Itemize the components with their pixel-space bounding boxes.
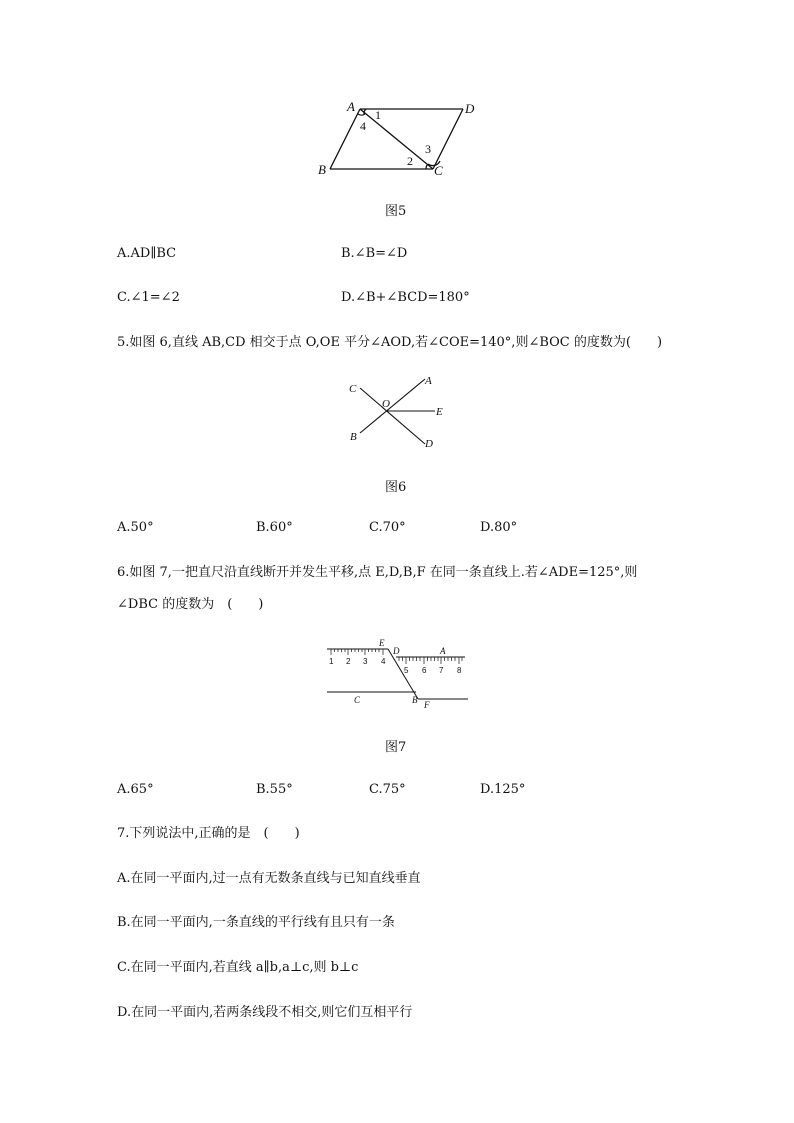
- segment-ab: [330, 109, 360, 169]
- q4-option-c: C.∠1=∠2: [117, 290, 180, 305]
- line-ab: [360, 379, 425, 433]
- q5-option-c: C.70°: [369, 520, 406, 535]
- label-E6: E: [436, 406, 443, 418]
- q5-option-a: A.50°: [117, 520, 154, 535]
- q7-option-b: B.在同一平面内,一条直线的平行线有且只有一条: [117, 915, 395, 930]
- ruler-tick-4: 4: [381, 657, 386, 666]
- ruler-right-ticks: [399, 657, 462, 664]
- label-A6: A: [425, 375, 432, 387]
- label-F7: F: [424, 700, 430, 710]
- q6-stem-line2: ∠DBC 的度数为 ( ): [117, 597, 264, 612]
- figure-7-caption: 图7: [385, 740, 407, 755]
- q4-option-b: B.∠B=∠D: [341, 246, 408, 261]
- ruler-tick-6: 6: [422, 666, 427, 675]
- label-D: D: [465, 101, 475, 116]
- q6-stem-line1: 6.如图 7,一把直尺沿直线断开并发生平移,点 E,D,B,F 在同一条直线上.若∠ADE=125°,则: [117, 565, 638, 580]
- label-C: C: [434, 163, 443, 178]
- label-B7: B: [412, 695, 418, 705]
- label-angle-1: 1: [375, 108, 381, 122]
- label-B6: B: [350, 431, 357, 443]
- q5-option-b: B.60°: [256, 520, 293, 535]
- label-angle-3: 3: [425, 142, 431, 156]
- figure-6-intersecting-lines: [340, 370, 460, 455]
- q7-option-d: D.在同一平面内,若两条线段不相交,则它们互相平行: [117, 1005, 413, 1020]
- q5-option-d: D.80°: [480, 520, 518, 535]
- q5-stem: 5.如图 6,直线 AB,CD 相交于点 O,OE 平分∠AOD,若∠COE=140°,则∠BOC 的度数为( ): [117, 335, 663, 350]
- q7-option-c: C.在同一平面内,若直线 a∥b,a⊥c,则 b⊥c: [117, 960, 359, 975]
- diagonal-ac: [360, 109, 433, 169]
- figure-7-broken-ruler: [322, 635, 477, 715]
- line-cd: [360, 388, 425, 444]
- ruler-tick-1: 1: [329, 657, 334, 666]
- label-angle-4: 4: [360, 119, 366, 133]
- q6-option-c: C.75°: [369, 782, 406, 797]
- q6-option-a: A.65°: [117, 782, 154, 797]
- label-C7: C: [354, 695, 361, 705]
- figure-5-parallelogram: [310, 95, 490, 185]
- label-A: A: [347, 99, 355, 114]
- label-D6: D: [425, 438, 433, 450]
- figure-5-caption: 图5: [385, 204, 407, 219]
- label-D7: D: [393, 646, 400, 656]
- ruler-left-ticks: [331, 649, 383, 655]
- q7-option-a: A.在同一平面内,过一点有无数条直线与已知直线垂直: [117, 871, 421, 886]
- ruler-tick-7: 7: [439, 666, 444, 675]
- ruler-tick-5: 5: [404, 666, 409, 675]
- q6-option-b: B.55°: [256, 782, 293, 797]
- ruler-tick-8: 8: [457, 666, 462, 675]
- q7-stem: 7.下列说法中,正确的是 ( ): [117, 826, 300, 841]
- segment-dc: [433, 109, 463, 169]
- ruler-tick-3: 3: [363, 657, 368, 666]
- label-C6: C: [349, 383, 357, 395]
- label-E7: E: [379, 638, 385, 648]
- label-angle-2: 2: [407, 154, 413, 168]
- label-B: B: [318, 162, 326, 177]
- angle-4-arc: [358, 114, 365, 115]
- q4-option-a: A.AD∥BC: [117, 246, 177, 261]
- figure-6-caption: 图6: [385, 480, 407, 495]
- label-O6: O: [382, 398, 390, 410]
- ruler-tick-2: 2: [346, 657, 351, 666]
- q6-option-d: D.125°: [480, 782, 526, 797]
- q4-option-d: D.∠B+∠BCD=180°: [341, 290, 470, 305]
- label-A7: A: [440, 646, 446, 656]
